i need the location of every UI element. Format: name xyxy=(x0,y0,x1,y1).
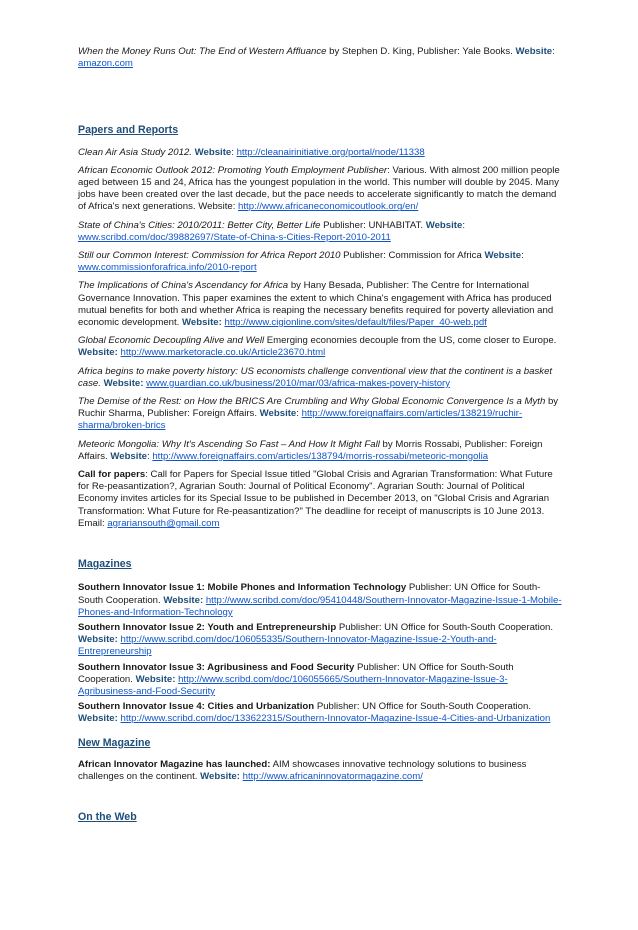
magazine-title: Southern Innovator Issue 1: Mobile Phones and Information Technology xyxy=(78,582,407,594)
magazine-details: Publisher: UN Office for South-South Cooperation. xyxy=(336,621,554,633)
website-label: Website: xyxy=(78,713,118,725)
paper-title: Africa begins to make poverty history: US economists challenge conventional view that the continent is a basket case. xyxy=(78,365,553,389)
new-magazine-heading: New Magazine xyxy=(78,736,151,749)
paper-link[interactable]: http://www.foreignaffairs.com/articles/138219/ruchir-sharma/broken-brics xyxy=(78,408,523,432)
paper-title: Global Economic Decoupling Alive and Well xyxy=(78,335,265,347)
magazine-link[interactable]: http://www.scribd.com/doc/95410448/Southern-Innovator-Magazine-Issue-1-Mobile-Phones-and-Information-Technology xyxy=(78,594,562,618)
paper-title: Still our Common Interest: Commission for Africa Report 2010 xyxy=(78,250,341,262)
paper-entry xyxy=(78,439,564,463)
call-text: : Call for Papers for Special Issue titled "Global Crisis and Agrarian Transformation: What Future for Re-peasantization?, Agrarian South: Journal of Political Economy". Agrarian South: Journal of Political Economy invites articles for its Special Issue to be published in December 2013, on "Global Crisis and Agrarian Transformation: What Future for Re-peasantization?" The deadline for receipt of manuscripts is 10 June 2013. Email: xyxy=(78,469,553,529)
website-label: Website: xyxy=(103,377,144,389)
new-magazine-text: AIM showcases innovative technology solutions to business challenges on the continent. xyxy=(78,758,527,782)
website-label: Website: xyxy=(163,594,204,606)
paper-entry xyxy=(78,147,564,159)
website-label: Website xyxy=(425,219,463,231)
book-entry xyxy=(78,46,564,70)
paper-title: State of China's Cities: 2010/2011: Better City, Better Life xyxy=(78,219,321,231)
website-label: Website: xyxy=(78,634,118,646)
amazon-link[interactable]: amazon.com xyxy=(78,58,133,70)
paper-details: Publisher: Commission for Africa xyxy=(340,250,485,262)
book-title: When the Money Runs Out: The End of Western Affluance xyxy=(78,46,327,57)
magazine-link[interactable]: http://www.scribd.com/doc/133622315/Southern-Innovator-Magazine-Issue-4-Cities-and-Urbanization xyxy=(120,713,551,725)
paper-link[interactable]: http://www.marketoracle.co.uk/Article23670.html xyxy=(120,347,326,359)
book-details: by Stephen D. King, Publisher: Yale Books. xyxy=(326,46,516,57)
magazine-title: Southern Innovator Issue 2: Youth and Entrepreneurship xyxy=(78,621,337,633)
paper-details: : Various. With almost 200 million people aged between 15 and 24, Africa has the youngest population in the world. This number will double by 2045. Many jobs have been created over the last decade, but the pace needs to accelerate significantly to match the demand of Africa's next generations. Website: xyxy=(78,164,560,213)
call-for-papers xyxy=(78,469,564,530)
paper-link[interactable]: http://cleanairinitiative.org/portal/node/11338 xyxy=(236,146,425,158)
paper-title: African Economic Outlook 2012: Promoting Youth Employment Publisher xyxy=(78,164,388,176)
magazine-details: Publisher: UN Office for South-South Cooperation. xyxy=(78,582,541,606)
paper-title: Clean Air Asia Study 2012. xyxy=(78,146,192,158)
document-page xyxy=(78,46,564,823)
website-label: Website xyxy=(515,46,553,57)
paper-entry xyxy=(78,250,564,274)
paper-details: by Ruchir Sharma, Publisher: Foreign Affairs. xyxy=(78,396,559,420)
spacer xyxy=(78,789,564,811)
new-magazine-link[interactable]: http://www.africaninnovatormagazine.com/ xyxy=(242,770,423,782)
magazines-heading: Magazines xyxy=(78,558,132,571)
website-label: Website: xyxy=(200,770,240,782)
website-label: Website xyxy=(110,450,147,462)
magazine-entry xyxy=(78,582,564,619)
on-the-web-heading: On the Web xyxy=(78,811,137,824)
magazines-list xyxy=(78,582,564,725)
magazine-entry xyxy=(78,622,564,659)
paper-entry xyxy=(78,280,564,329)
paper-entry xyxy=(78,396,564,433)
paper-link[interactable]: www.scribd.com/doc/39882697/State-of-China-s-Cities-Report-2010-2011 xyxy=(78,231,391,243)
email-link[interactable]: agrariansouth@gmail.com xyxy=(107,517,220,529)
separator-text: : xyxy=(521,250,524,262)
paper-title: The Implications of China's Ascendancy for Africa xyxy=(78,280,289,292)
paper-entry xyxy=(78,366,564,390)
call-label: Call for papers xyxy=(78,469,146,481)
spacer xyxy=(78,729,564,737)
website-label: Website xyxy=(194,146,232,158)
separator-text: : xyxy=(146,450,153,462)
new-magazine-entry xyxy=(78,759,564,783)
paper-entry xyxy=(78,165,564,214)
paper-title: Meteoric Mongolia: Why It's Ascending So Fast – And How It Might Fall xyxy=(78,438,380,450)
paper-title: The Demise of the Rest: on How the BRICS Are Crumbling and Why Global Economic Convergence Is a Myth xyxy=(78,396,546,408)
magazine-title: Southern Innovator Issue 3: Agribusiness and Food Security xyxy=(78,661,355,673)
magazine-title: Southern Innovator Issue 4: Cities and Urbanization xyxy=(78,701,315,713)
website-label: Website: xyxy=(78,347,118,359)
paper-link[interactable]: http://www.foreignaffairs.com/articles/138794/morris-rossabi/meteoric-mongolia xyxy=(152,450,489,462)
paper-entry xyxy=(78,335,564,359)
paper-details: by Morris Rossabi, Publisher: Foreign Affairs. xyxy=(78,438,543,462)
website-label: Website: xyxy=(182,317,222,329)
website-label: Website: xyxy=(135,673,176,685)
paper-link[interactable]: http://www.africaneconomicoutlook.org/en/ xyxy=(238,201,419,213)
papers-heading: Papers and Reports xyxy=(78,124,179,137)
website-label: Website xyxy=(259,408,297,420)
magazine-entry xyxy=(78,701,564,725)
paper-entry xyxy=(78,220,564,244)
website-label: Website xyxy=(484,250,522,262)
paper-details: Publisher: UNHABITAT. xyxy=(320,219,426,231)
magazine-entry xyxy=(78,662,564,699)
spacer xyxy=(78,536,564,558)
paper-link[interactable]: www.commissionforafrica.info/2010-report xyxy=(78,262,257,274)
new-magazine-title: African Innovator Magazine has launched: xyxy=(78,758,271,770)
magazine-details: Publisher: UN Office for South-South Cooperation. xyxy=(314,701,532,713)
magazine-details: Publisher: UN Office for South-South Cooperation. xyxy=(78,661,514,685)
paper-link[interactable]: www.guardian.co.uk/business/2010/mar/03/africa-makes-povery-history xyxy=(146,377,451,389)
separator-text: : xyxy=(296,408,302,420)
magazine-link[interactable]: http://www.scribd.com/doc/106055665/Southern-Innovator-Magazine-Issue-3-Agribusiness-and-Food-Security xyxy=(78,673,508,697)
colon-text: : xyxy=(552,46,555,57)
separator-text: : xyxy=(231,146,237,158)
separator-text: : xyxy=(462,219,465,231)
magazine-link[interactable]: http://www.scribd.com/doc/106055335/Southern-Innovator-Magazine-Issue-2-Youth-and-Entrepreneurship xyxy=(78,634,497,658)
papers-list xyxy=(78,147,564,463)
paper-link[interactable]: http://www.cigionline.com/sites/default/files/Paper_40-web.pdf xyxy=(224,317,487,329)
paper-details: by Hany Besada, Publisher: The Centre for International Governance Innovation. This paper examines the extent to which China's engagement with Africa has produced mutual benefits for both and whether Africa is reaping the necessary benefits required for poverty alleviation and economic development. xyxy=(78,280,554,329)
paper-details: Emerging economies decouple from the US, come closer to Europe. xyxy=(264,335,557,347)
spacer xyxy=(78,70,564,124)
